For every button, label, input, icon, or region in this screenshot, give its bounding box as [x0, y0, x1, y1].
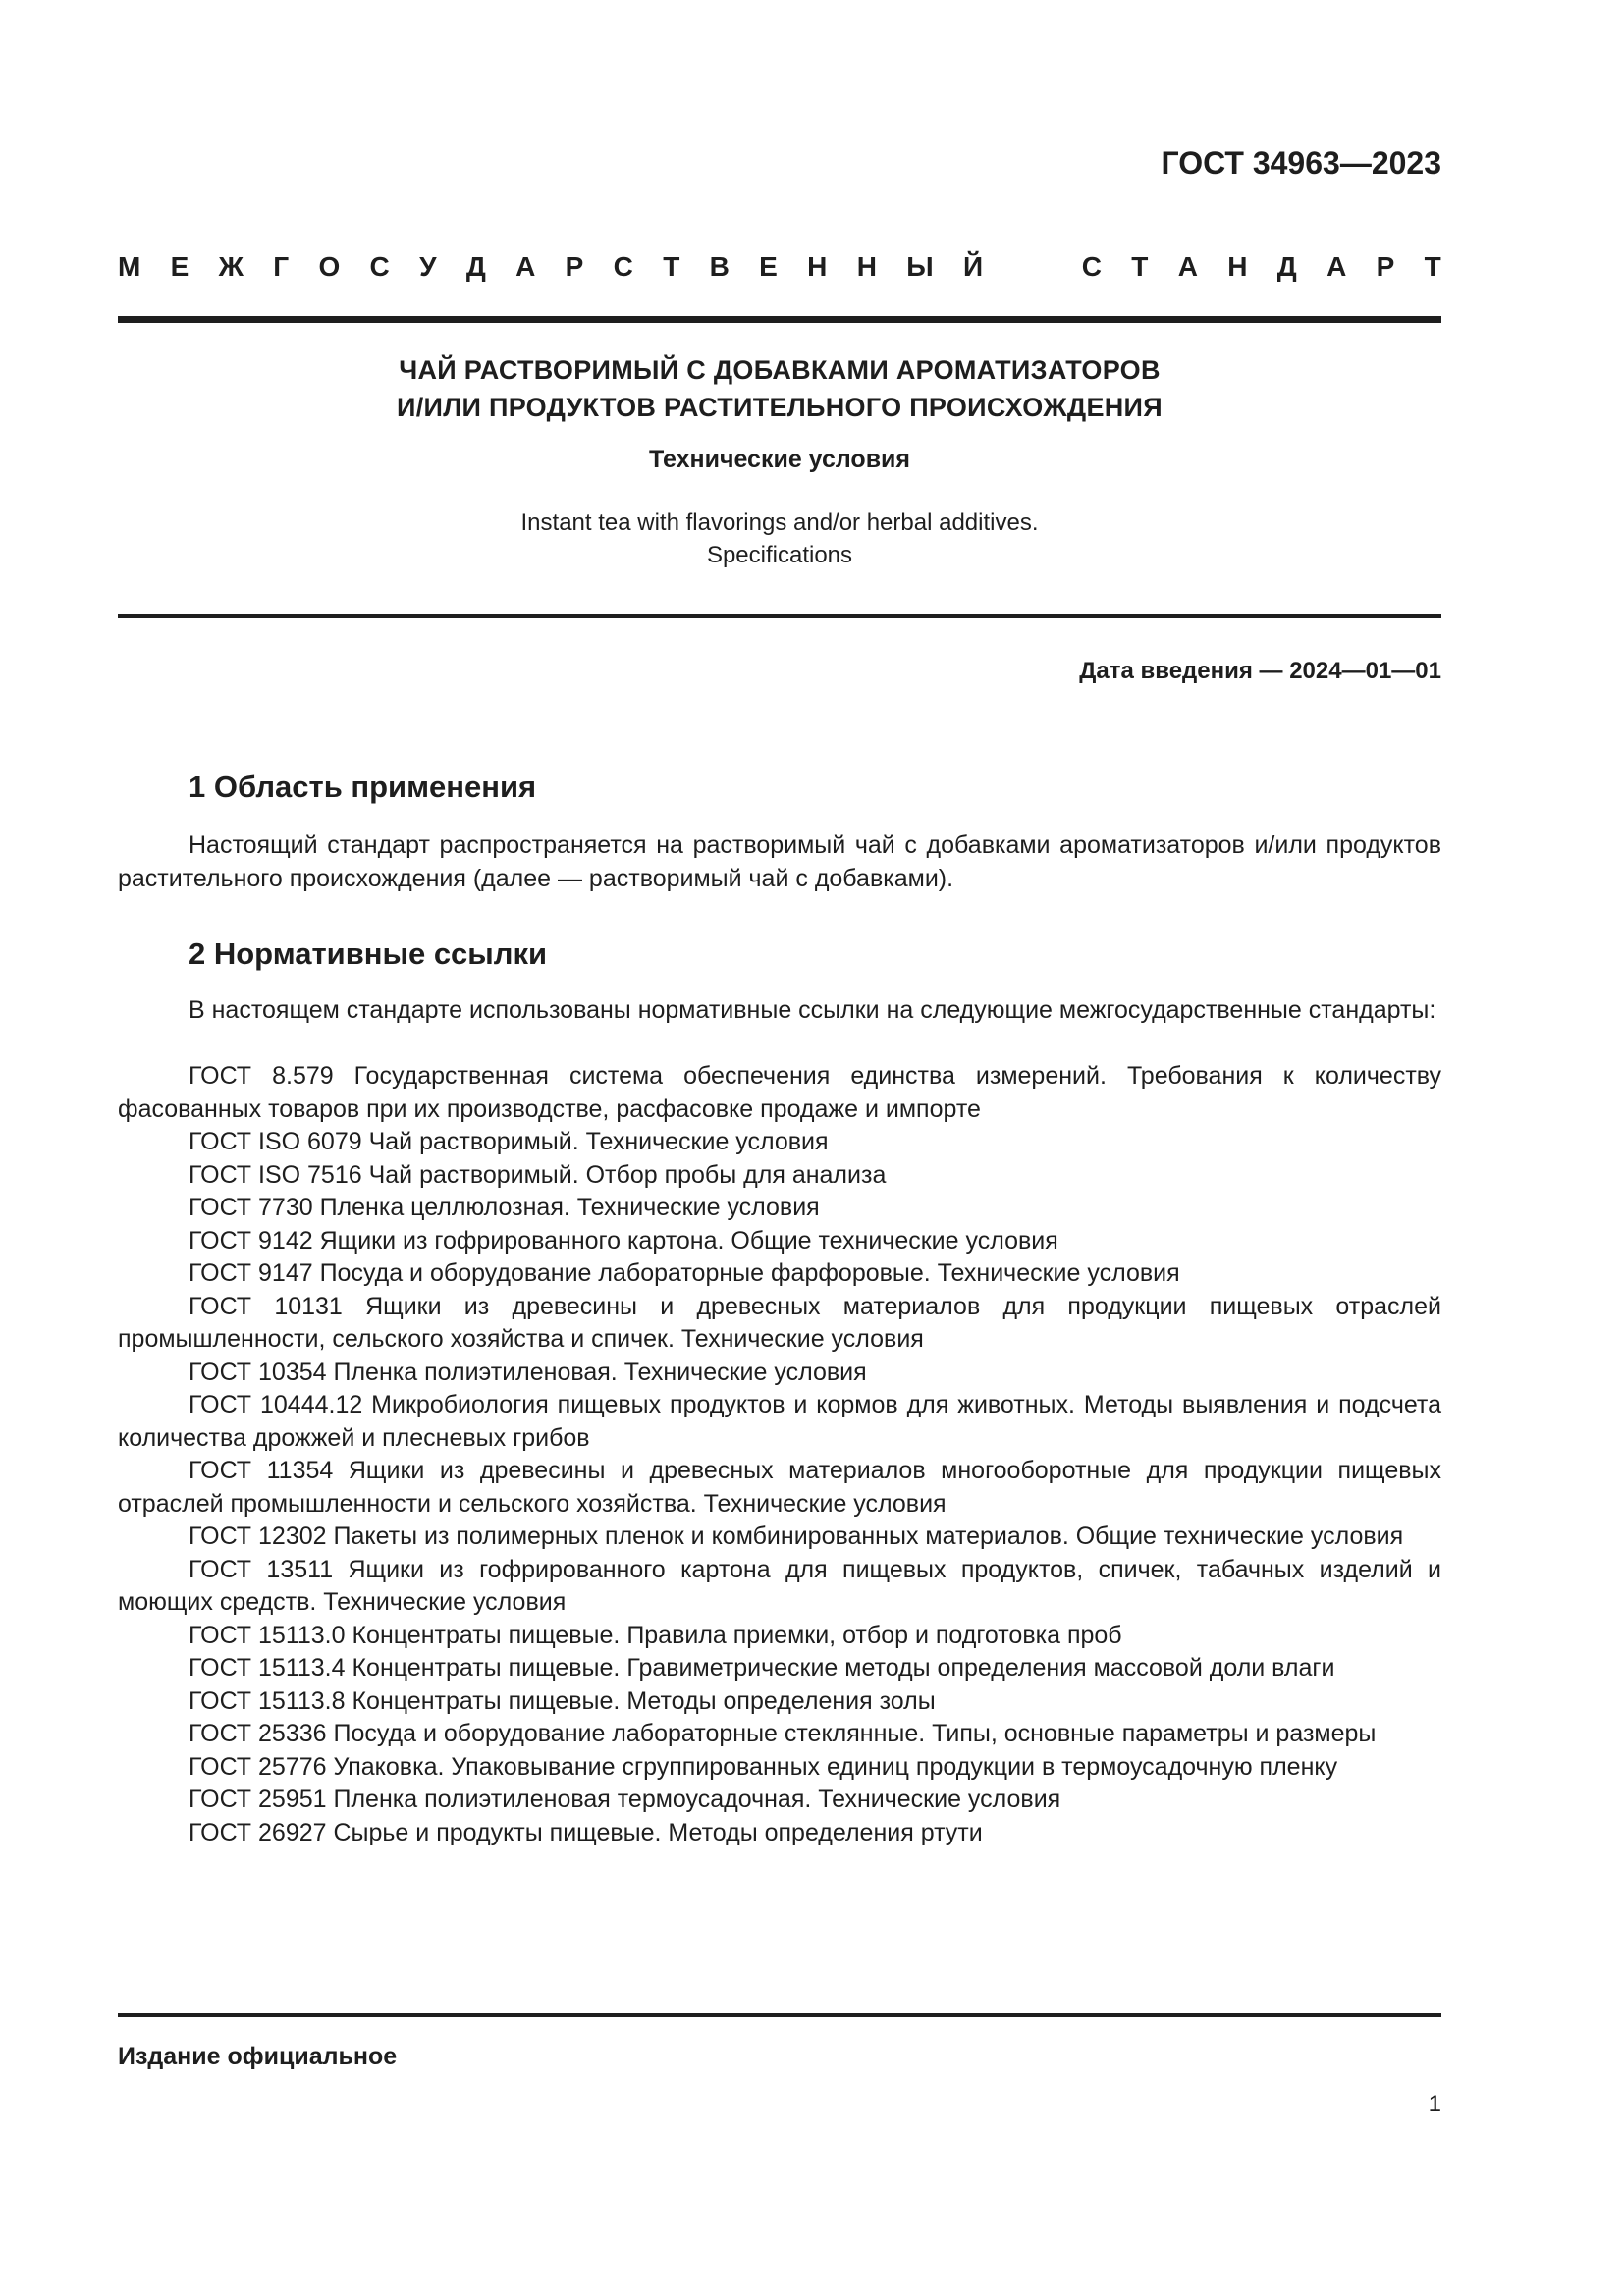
kind-letter: О	[318, 251, 341, 282]
standard-number: ГОСТ 34963—2023	[1161, 145, 1441, 181]
title-rule	[118, 614, 1441, 618]
kind-letter: А	[1177, 251, 1198, 282]
reference-item: ГОСТ 8.579 Государственная система обеспечения единства измерений. Требования к количеству фасованных товаров при их производстве, расфасовке продаже и импорте	[118, 1062, 1441, 1123]
section-paragraph: В настоящем стандарте использованы нормативные ссылки на следующие межгосударственные стандарты:	[189, 996, 1436, 1024]
reference-item: ГОСТ 10131 Ящики из древесины и древесных материалов для продукции пищевых отраслей промышленности, сельского хозяйства и спичек. Технические условия	[118, 1292, 1441, 1353]
reference-item: ГОСТ ISO 6079 Чай растворимый. Технические условия	[189, 1128, 829, 1155]
kind-letter: Н	[1227, 251, 1248, 282]
english-title	[118, 507, 1441, 571]
kind-letter: М	[118, 251, 141, 282]
kind-letter: Т	[1424, 251, 1441, 282]
word-gap	[1012, 251, 1052, 283]
kind-letter: Е	[759, 251, 778, 282]
section-heading: 2 Нормативные ссылки	[189, 936, 548, 971]
reference-item: ГОСТ 26927 Сырье и продукты пищевые. Методы определения ртути	[189, 1818, 983, 1846]
kind-letter: Р	[565, 251, 584, 282]
kind-letter: Т	[1131, 251, 1149, 282]
reference-item: ГОСТ 15113.8 Концентраты пищевые. Методы определения золы	[189, 1686, 936, 1715]
kind-letter: У	[419, 251, 437, 282]
reference-list	[118, 1060, 1441, 1849]
reference-item: ГОСТ 13511 Ящики из гофрированного картона для пищевых продуктов, спичек, табачных изделий и моющих средств. Технические условия	[118, 1555, 1441, 1616]
document-title	[118, 351, 1441, 426]
top-rule	[118, 316, 1441, 323]
kind-letter: Д	[1276, 251, 1297, 282]
kind-letter: С	[613, 251, 633, 282]
reference-item: ГОСТ 25336 Посуда и оборудование лабораторные стеклянные. Типы, основные параметры и размеры	[189, 1720, 1377, 1747]
standard-kind-heading	[118, 251, 1441, 283]
document-page	[118, 0, 1441, 2296]
kind-letter: С	[1081, 251, 1102, 282]
footer-rule	[118, 2013, 1441, 2017]
kind-letter: Й	[962, 251, 984, 282]
title-line: И/ИЛИ ПРОДУКТОВ РАСТИТЕЛЬНОГО ПРОИСХОЖДЕНИЯ	[397, 393, 1163, 422]
introduction-date: Дата введения — 2024—01—01	[1079, 658, 1441, 684]
kind-letter: В	[709, 251, 730, 282]
kind-letter: С	[369, 251, 390, 282]
kind-letter: Д	[465, 251, 486, 282]
kind-letter: Н	[807, 251, 828, 282]
reference-item: ГОСТ 11354 Ящики из древесины и древесных материалов многооборотные для продукции пищевых отраслей промышленности и сельского хозяйства. Технические условия	[118, 1457, 1441, 1518]
reference-item: ГОСТ ISO 7516 Чай растворимый. Отбор пробы для анализа	[189, 1160, 887, 1189]
kind-letter: Н	[856, 251, 877, 282]
reference-item: ГОСТ 9142 Ящики из гофрированного картона. Общие технические условия	[189, 1226, 1058, 1255]
english-title-line: Specifications	[706, 542, 853, 568]
kind-letter: Ж	[218, 251, 244, 282]
kind-letter: Ы	[906, 251, 934, 282]
reference-item: ГОСТ 25951 Пленка полиэтиленовая термоусадочная. Технические условия	[189, 1786, 1061, 1813]
kind-letter: Г	[273, 251, 290, 282]
reference-item: ГОСТ 12302 Пакеты из полимерных пленок и комбинированных материалов. Общие технические условия	[189, 1522, 1404, 1550]
reference-item: ГОСТ 15113.0 Концентраты пищевые. Правила приемки, отбор и подготовка проб	[189, 1621, 1122, 1649]
english-title-line: Instant tea with flavorings and/or herbal additives.	[520, 509, 1039, 536]
document-subtitle: Технические условия	[648, 446, 911, 473]
reference-item: ГОСТ 10444.12 Микробиология пищевых продуктов и кормов для животных. Методы выявления и подсчета количества дрожжей и плесневых грибов	[118, 1391, 1441, 1452]
kind-letter: Е	[170, 251, 189, 282]
page-number: 1	[1428, 2091, 1441, 2117]
kind-letter: А	[515, 251, 536, 282]
official-edition-label: Издание официальное	[118, 2043, 398, 2070]
kind-letter: Р	[1376, 251, 1395, 282]
section-paragraph: Настоящий стандарт распространяется на растворимый чай с добавками ароматизаторов и/или продуктов растительного происхождения (далее — растворимый чай с добавками).	[118, 831, 1441, 892]
reference-item: ГОСТ 15113.4 Концентраты пищевые. Гравиметрические методы определения массовой доли влаги	[189, 1654, 1335, 1682]
reference-item: ГОСТ 7730 Пленка целлюлозная. Технические условия	[189, 1194, 820, 1221]
section-heading: 1 Область применения	[189, 770, 537, 804]
reference-item: ГОСТ 9147 Посуда и оборудование лабораторные фарфоровые. Технические условия	[189, 1259, 1180, 1287]
reference-item: ГОСТ 25776 Упаковка. Упаковывание сгруппированных единиц продукции в термоусадочную пленку	[189, 1752, 1338, 1781]
kind-letter: А	[1326, 251, 1347, 282]
reference-item: ГОСТ 10354 Пленка полиэтиленовая. Технические условия	[189, 1358, 867, 1386]
kind-letter: Т	[663, 251, 680, 282]
title-line: ЧАЙ РАСТВОРИМЫЙ С ДОБАВКАМИ АРОМАТИЗАТОРОВ	[399, 355, 1161, 385]
